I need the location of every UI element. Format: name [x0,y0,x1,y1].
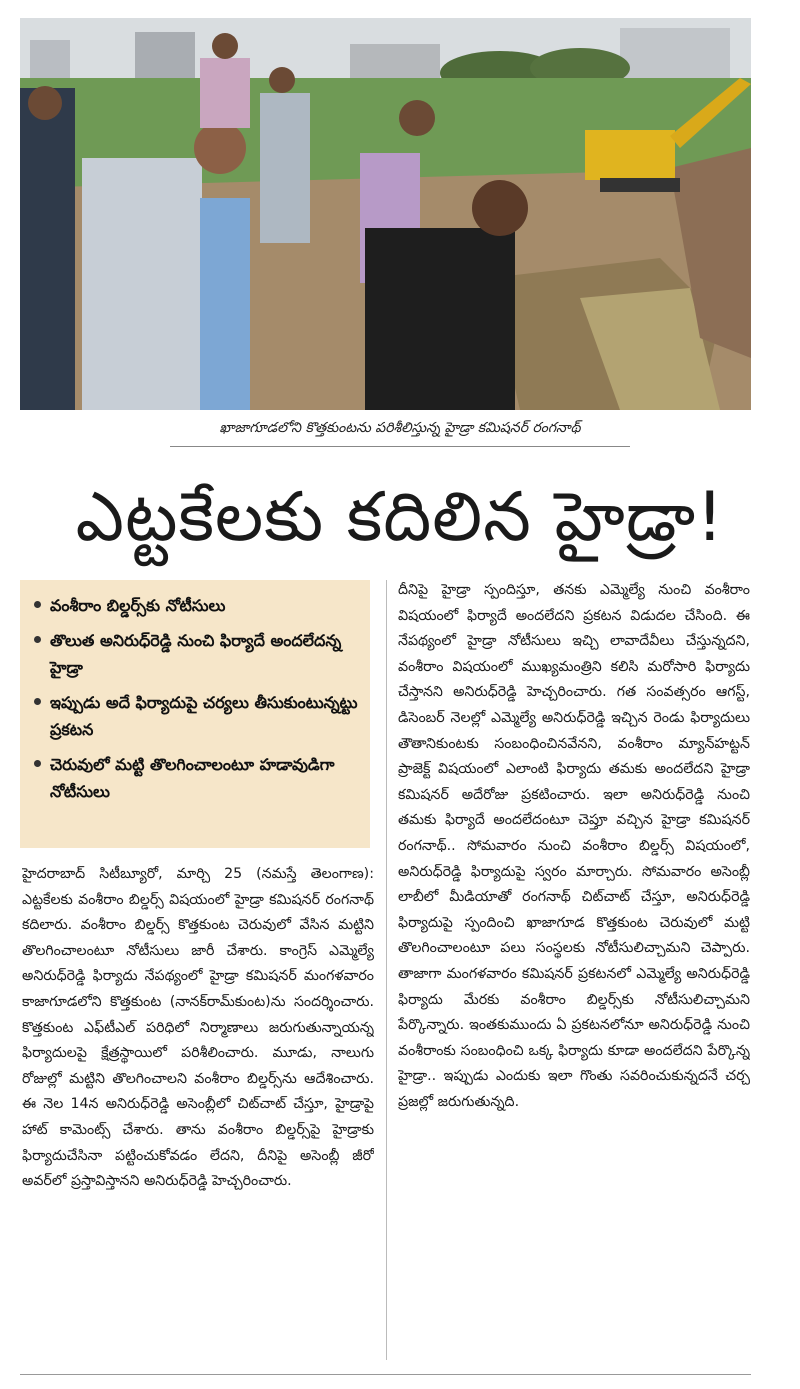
news-photo [20,18,751,410]
person [200,198,250,410]
person [260,93,310,243]
bullet-icon [34,698,41,705]
bullet-icon [34,636,41,643]
highlight-text: వంశీరాం బిల్డర్స్‌కు నోటీసులు [50,596,226,615]
highlight-item [32,689,362,743]
person [200,58,250,128]
site-inspection-photo [20,18,751,410]
building [620,28,730,80]
bottom-rule [20,1374,751,1375]
highlights-box [20,580,370,848]
person-head [28,86,62,120]
excavator-tracks [600,178,680,192]
article-body-left: హైదరాబాద్ సిటీబ్యూరో, మార్చి 25 (నమస్తే తెలంగాణ): ఎట్టకేలకు వంశీరాం బిల్డర్స్ విషయంలో హైడ్రా కమిషనర్ రంగనాథ్ కదిలారు. వంశీరాం బిల్డర్స్ కొత్తకుంట చెరువులో వేసిన మట్టిని తొలగించాలంటూ నోటీసులు జారీ చేశారు. కాంగ్రెస్ ఎమ్మెల్యే అనిరుధ్‌రెడ్డి ఫిర్యాదు నేపథ్యంలో హైడ్రా కమిషనర్ మంగళవారం కాజాగూడలోని కొత్తకుంట (నానక్‌రామ్‌కుంట)ను సందర్శించారు. కొత్తకుంట ఎఫ్‌టీఎల్ పరిధిలో నిర్మాణాలు జరుగుతున్నాయన్న ఫిర్యాదులపై క్షేత్రస్థాయిలో పరిశీలించారు. మూడు, నాలుగు రోజుల్లో మట్టిని తొలగించాలని వంశీరాం బిల్డర్స్‌ను ఆదేశించారు. ఈ నెల 14న అనిరుధ్‌రెడ్డి అసెంబ్లీలో చిట్‌చాట్ చేస్తూ, హైడ్రాపై హాట్ కామెంట్స్ చేశారు. తాను వంశీరాం బిల్డర్స్‌పై హైడ్రాకు ఫిర్యాదుచేసినా పట్టించుకోవడం లేదని, దీనిపై అసెంబ్లీ జీరో అవర్‌లో ప్రస్తావిస్తానని అనిరుధ్‌రెడ్డి హెచ్చరించారు. [22,866,374,1190]
person-head [399,100,435,136]
excavator-body [585,130,675,180]
person [82,158,202,410]
person [365,228,515,410]
building [135,32,195,80]
highlight-text: చెరువులో మట్టి తొలగించాలంటూ హడావుడిగా నోటీసులు [50,755,335,801]
photo-caption: ఖాజాగూడలోని కొత్తకుంటను పరిశీలిస్తున్న హైడ్రా కమిషనర్ రంగనాథ్ [219,420,581,436]
person [20,88,75,410]
bullet-icon [34,601,41,608]
caption-divider [170,446,630,447]
person-head [212,33,238,59]
bullet-icon [34,760,41,767]
building [30,40,70,80]
person-head [472,180,528,236]
highlight-text: తొలుత అనిరుధ్‌రెడ్డి నుంచి ఫిర్యాదే అందలేదన్న హైడ్రా [50,631,342,677]
person-head [269,67,295,93]
column-divider [386,580,387,1360]
highlight-item [32,592,362,619]
person-head [194,122,246,174]
building [350,44,440,80]
headline: ఎట్టకేలకు కదిలిన హైడ్రా! [75,478,725,557]
highlight-item [32,627,362,681]
highlight-item [32,751,362,805]
article-body-right: దీనిపై హైడ్రా స్పందిస్తూ, తనకు ఎమ్మెల్యే నుంచి వంశీరాం విషయంలో ఫిర్యాదే అందలేదని ప్రకటన విడుదల చేసింది. ఈ నేపథ్యంలో హైడ్రా నోటీసులు ఇచ్చి లావాదేవీలు చేస్తున్నదని, వంశీరాం విషయంలో ముఖ్యమంత్రిని కలిసి మరోసారి ఫిర్యాదు చేస్తానని అనిరుధ్‌రెడ్డి హెచ్చరించారు. గత సంవత్సరం ఆగస్ట్, డిసెంబర్ నెలల్లో ఎమ్మెల్యే అనిరుధ్‌రెడ్డి ఇచ్చిన రెండు ఫిర్యాదులు తౌతానికుంటకు సంబంధించినవేనని, వంశీరాం మ్యాన్‌హట్టన్ ప్రాజెక్ట్ విషయంలో ఎలాంటి ఫిర్యాదు తమకు అందలేదని హైడ్రా కమిషనర్ అదేరోజు ప్రకటించారు. ఇలా అనిరుధ్‌రెడ్డి నుంచి తమకు ఫిర్యాదే అందలేదంటూ చెప్తూ వచ్చిన హైడ్రా కమిషనర్ రంగనాథ్.. సోమవారం నుంచి వంశీరాం బిల్డర్స్ విషయంలో, అనిరుధ్‌రెడ్డి ఫిర్యాదుపై స్వరం మార్చారు. సోమవారం అసెంబ్లీ లాబీలో మీడియాతో రంగనాథ్ చిట్‌చాట్ చేస్తూ, అనిరుధ్‌రెడ్డి ఫిర్యాదుపై స్పందించి ఖాజాగూడ కొత్తకుంట చెరువులో మట్టి తొలగించాలంటూ పలు సంస్థలకు నోటీసులిచ్చామని చెప్పారు. తాజాగా మంగళవారం కమిషనర్ ప్రకటనలో ఎమ్మెల్యే అనిరుధ్‌రెడ్డి ఫిర్యాదు మేరకు వంశీరాం బిల్డర్స్‌కు నోటీసులిచ్చామని పేర్కొన్నారు. ఇంతకుముందు ఏ ప్రకటనలోనూ అనిరుధ్‌రెడ్డి నుంచి వంశీరాంకు సంబంధించి ఒక్క ఫిర్యాదు కూడా అందలేదని పేర్కొన్న హైడ్రా.. ఇప్పుడు ఎందుకు ఇలా గొంతు సవరించుకున్నదనే చర్చ ప్రజల్లో జరుగుతున్నది. [398,582,750,1110]
highlight-text: ఇప్పుడు అదే ఫిర్యాదుపై చర్యలు తీసుకుంటున్నట్టు ప్రకటన [50,693,358,739]
